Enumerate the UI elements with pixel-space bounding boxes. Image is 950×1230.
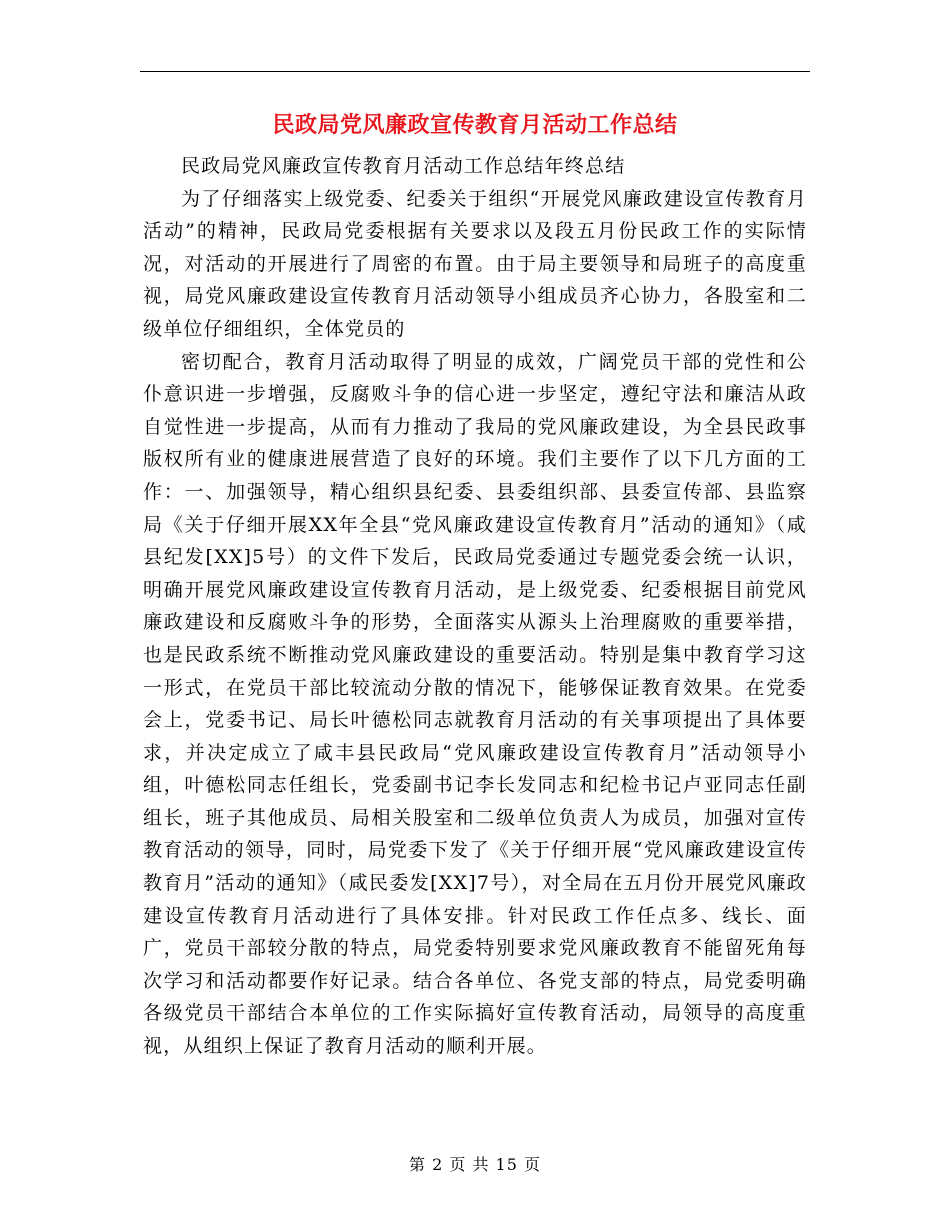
header-rule <box>140 71 810 72</box>
document-title: 民政局党风廉政宣传教育月活动工作总结 <box>272 112 678 138</box>
body-paragraph-1: 为了仔细落实上级党委、纪委关于组织“开展党风廉政建设宣传教育月活动”的精神，民政局党委根据有关要求以及段五月份民政工作的实际情况，对活动的开展进行了周密的布置。由于局主要领导和局班子的高度重视，局党风廉政建设宣传教育月活动领导小组成员齐心协力，各股室和二级单位仔细组织，全体党员的 <box>143 187 807 340</box>
page-footer <box>0 1153 950 1177</box>
page-number-label: 第 2 页 共 15 页 <box>409 1155 541 1174</box>
document-body <box>143 150 807 1063</box>
body-paragraph-subtitle: 民政局党风廉政宣传教育月活动工作总结年终总结 <box>181 155 626 177</box>
body-paragraph-2: 密切配合，教育月活动取得了明显的成效，广阔党员干部的党性和公仆意识进一步增强，反腐败斗争的信心进一步坚定，遵纪守法和廉洁从政自觉性进一步提高，从而有力推动了我局的党风廉政建设，为全县民政事版权所有业的健康进展营造了良好的环境。我们主要作了以下几方面的工作：一、加强领导，精心组织县纪委、县委组织部、县委宣传部、县监察局《关于仔细开展XX年全县“党风廉政建设宣传教育月”活动的通知》（咸县纪发[XX]5号）的文件下发后，民政局党委通过专题党委会统一认识，明确开展党风廉政建设宣传教育月活动，是上级党委、纪委根据目前党风廉政建设和反腐败斗争的形势，全面落实从源头上治理腐败的重要举措，也是民政系统不断推动党风廉政建设的重要活动。特别是集中教育学习这一形式，在党员干部比较流动分散的情况下，能够保证教育效果。在党委会上，党委书记、局长叶德松同志就教育月活动的有关事项提出了具体要求，并决定成立了咸丰县民政局“党风廉政建设宣传教育月”活动领导小组，叶德松同志任组长，党委副书记李长发同志和纪检书记卢亚同志任副组长，班子其他成员、局相关股室和二级单位负责人为成员，加强对宣传教育活动的领导，同时，局党委下发了《关于仔细开展“党风廉政建设宣传教育月”活动的通知》（咸民委发[XX]7号），对全局在五月份开展党风廉政建设宣传教育月活动进行了具体安排。针对民政工作任点多、线长、面广，党员干部较分散的特点，局党委特别要求党风廉政教育不能留死角每次学习和活动都要作好记录。结合各单位、各党支部的特点，局党委明确各级党员干部结合本单位的工作实际搞好宣传教育活动，局领导的高度重视，从组织上保证了教育月活动的顺利开展。 <box>143 350 807 1058</box>
